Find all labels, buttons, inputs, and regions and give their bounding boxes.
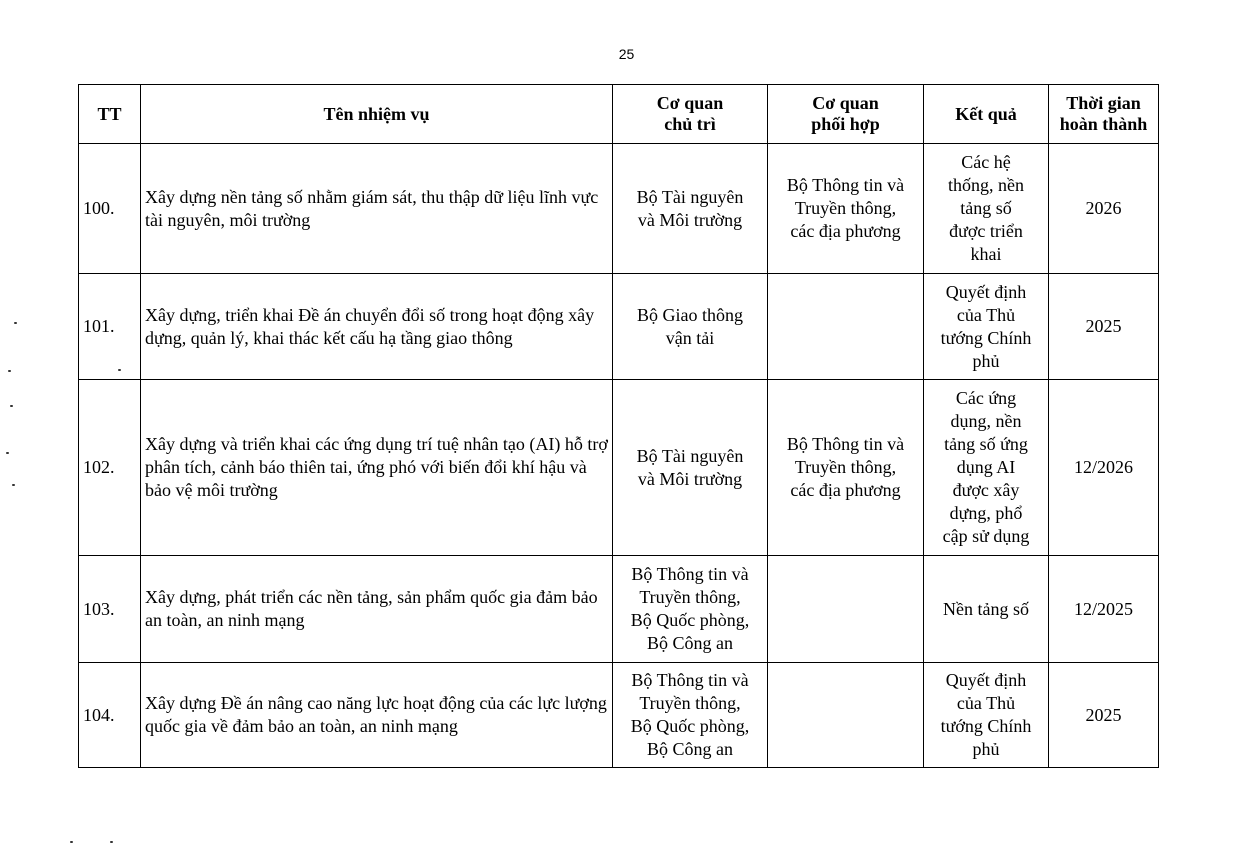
result-line: thống, nền [948, 175, 1024, 195]
lead-agency [613, 144, 768, 274]
result-line: dựng, phổ [949, 503, 1023, 523]
lead-agency-line: vận tải [665, 327, 715, 348]
table-row [79, 556, 1159, 663]
row-number: 100. [79, 144, 141, 274]
lead-agency [613, 556, 768, 663]
task-name: Xây dựng Đề án nâng cao năng lực hoạt động của các lực lượng quốc gia về đảm bảo an toàn, an ninh mạng [141, 663, 613, 768]
lead-agency-line: Bộ Quốc phòng, [630, 716, 750, 736]
result-line: tảng số [960, 198, 1012, 218]
coord-agency [768, 144, 924, 274]
table-header-row [79, 85, 1159, 144]
coord-agency [768, 274, 924, 380]
coord-agency-line: Truyền thông, [794, 198, 897, 218]
header-coord-agency [768, 85, 924, 144]
task-name: Xây dựng, triển khai Đề án chuyển đổi số trong hoạt động xây dựng, quản lý, khai thác kết cấu hạ tầng giao thông [141, 274, 613, 380]
completion-time: 2025 [1049, 663, 1159, 768]
header-lead-agency-line: Cơ quan [656, 93, 724, 113]
task-name: Xây dựng, phát triển các nền tảng, sản phẩm quốc gia đảm bảo an toàn, an ninh mạng [141, 556, 613, 663]
result-line: Các hệ [961, 152, 1011, 172]
result-line: được xây [952, 480, 1020, 500]
completion-time: 2025 [1049, 274, 1159, 380]
coord-agency [768, 663, 924, 768]
scan-speck [14, 322, 17, 324]
task-name: Xây dựng và triển khai các ứng dụng trí tuệ nhân tạo (AI) hỗ trợ phân tích, cảnh báo thiên tai, ứng phó với biến đổi khí hậu và bảo vệ môi trường [141, 380, 613, 556]
result [924, 556, 1049, 663]
row-number: 101. [79, 274, 141, 380]
result-line: khai [970, 244, 1002, 264]
row-number: 102. [79, 380, 141, 556]
result-line: cập sử dụng [942, 526, 1030, 546]
scan-speck [12, 484, 15, 486]
lead-agency-line: và Môi trường [637, 468, 743, 489]
result [924, 380, 1049, 556]
coord-agency-line: Bộ Thông tin và [786, 175, 905, 195]
result-line: Nền tảng số [943, 598, 1029, 619]
completion-time: 12/2025 [1049, 556, 1159, 663]
header-tt: TT [79, 85, 141, 144]
header-completion-time [1049, 85, 1159, 144]
table-row [79, 144, 1159, 274]
lead-agency [613, 380, 768, 556]
scan-speck [110, 841, 113, 843]
header-lead-agency-line: chủ trì [664, 114, 716, 134]
task-table [78, 84, 1159, 768]
lead-agency-line: Bộ Tài nguyên [636, 186, 744, 207]
scan-speck [70, 841, 73, 843]
lead-agency-line: Bộ Thông tin và [631, 564, 749, 584]
lead-agency-line: Bộ Giao thông [637, 304, 743, 325]
scan-speck [6, 452, 9, 454]
table-row [79, 380, 1159, 556]
result-line: được triển [949, 221, 1023, 241]
lead-agency-line: Bộ Công an [646, 633, 733, 653]
row-number: 103. [79, 556, 141, 663]
lead-agency-line: Bộ Thông tin và [631, 670, 749, 690]
result-line: dụng, nền [950, 411, 1022, 431]
lead-agency [613, 274, 768, 380]
lead-agency-line: Bộ Công an [646, 739, 733, 759]
header-result: Kết quả [924, 85, 1049, 144]
result-line: phủ [972, 739, 1000, 759]
result-line: Quyết định [945, 281, 1027, 302]
result-line: tướng Chính [940, 716, 1032, 736]
result-line: Các ứng [955, 388, 1017, 408]
page-number: 25 [618, 46, 635, 62]
header-task-name: Tên nhiệm vụ [141, 85, 613, 144]
scan-speck [10, 405, 13, 407]
coord-agency-line: các địa phương [790, 480, 901, 500]
lead-agency [613, 663, 768, 768]
result [924, 663, 1049, 768]
completion-time: 12/2026 [1049, 380, 1159, 556]
task-name: Xây dựng nền tảng số nhằm giám sát, thu thập dữ liệu lĩnh vực tài nguyên, môi trường [141, 144, 613, 274]
header-coord-agency-line: Cơ quan [812, 93, 879, 113]
coord-agency [768, 380, 924, 556]
lead-agency-line: Truyền thông, [639, 693, 741, 713]
result-line: tảng số ứng [944, 434, 1028, 454]
result [924, 144, 1049, 274]
lead-agency-line: Truyền thông, [639, 587, 741, 607]
header-completion-line: Thời gian [1066, 93, 1141, 113]
header-coord-agency-line: phối hợp [811, 114, 880, 134]
table-row [79, 663, 1159, 768]
result-line: của Thủ [956, 693, 1016, 713]
table-row [79, 274, 1159, 380]
lead-agency-line: và Môi trường [637, 209, 743, 230]
completion-time: 2026 [1049, 144, 1159, 274]
coord-agency-line: Truyền thông, [794, 457, 897, 477]
header-completion-line: hoàn thành [1059, 114, 1148, 134]
scan-speck [118, 369, 121, 371]
result-line: dụng AI [956, 457, 1016, 477]
result-line: của Thủ [956, 304, 1016, 325]
result-line: phủ [972, 350, 1000, 371]
coord-agency-line: các địa phương [790, 221, 901, 241]
row-number: 104. [79, 663, 141, 768]
lead-agency-line: Bộ Quốc phòng, [630, 610, 750, 630]
result-line: Quyết định [945, 670, 1027, 690]
result-line: tướng Chính [940, 327, 1032, 348]
header-lead-agency [613, 85, 768, 144]
scan-speck [8, 370, 11, 372]
coord-agency [768, 556, 924, 663]
lead-agency-line: Bộ Tài nguyên [636, 445, 744, 466]
coord-agency-line: Bộ Thông tin và [786, 434, 905, 454]
result [924, 274, 1049, 380]
